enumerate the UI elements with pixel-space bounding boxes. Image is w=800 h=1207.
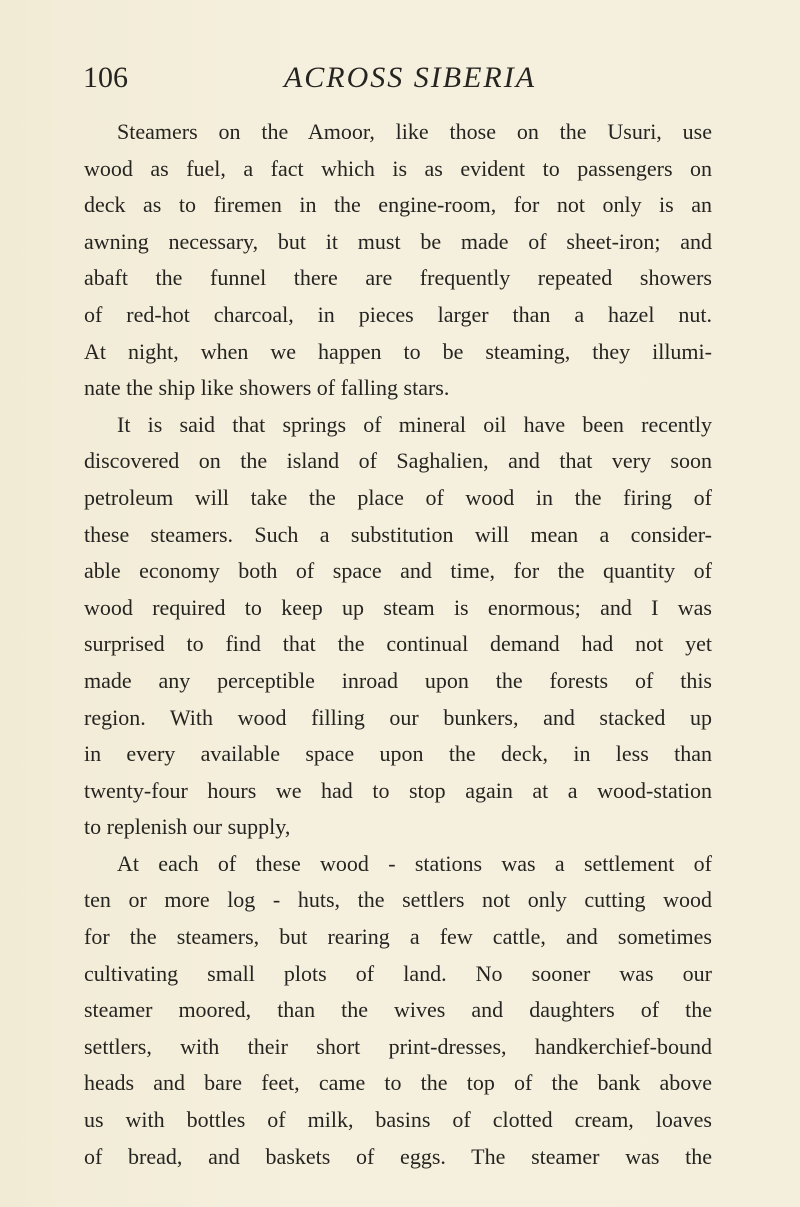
text-line: It is said that springs of mineral oil have been recently xyxy=(117,411,712,437)
text-line: in every available space upon the deck, in less than xyxy=(84,741,712,767)
text-line: twenty-four hours we had to stop again at a wood-station xyxy=(84,777,712,803)
text-line: petroleum will take the place of wood in the firing of xyxy=(84,484,712,510)
text-line: abaft the funnel there are frequently repeated showers xyxy=(84,265,712,291)
text-line: discovered on the island of Saghalien, and that very soon xyxy=(84,448,712,474)
text-line: for the steamers, but rearing a few cattle, and sometimes xyxy=(84,924,712,950)
page-number: 106 xyxy=(83,61,128,94)
text-line: settlers, with their short print-dresses, handkerchief-bound xyxy=(84,1033,712,1059)
text-line: of bread, and baskets of eggs. The steamer was the xyxy=(84,1143,712,1169)
text-line: to replenish our supply, xyxy=(84,814,291,840)
text-line: nate the ship like showers of falling stars. xyxy=(84,375,450,401)
text-line: able economy both of space and time, for the quantity of xyxy=(84,558,712,584)
text-line: of red-hot charcoal, in pieces larger than a hazel nut. xyxy=(84,301,712,327)
text-line: heads and bare feet, came to the top of the bank above xyxy=(84,1070,712,1096)
text-line: made any perceptible inroad upon the forests of this xyxy=(84,667,712,693)
text-line: At night, when we happen to be steaming, they illumi- xyxy=(84,338,712,364)
text-line: steamer moored, than the wives and daughters of the xyxy=(84,997,712,1023)
text-line: deck as to firemen in the engine-room, for not only is an xyxy=(84,192,712,218)
text-line: us with bottles of milk, basins of clotted cream, loaves xyxy=(84,1107,712,1133)
text-line: region. With wood filling our bunkers, and stacked up xyxy=(84,704,712,730)
text-line: At each of these wood - stations was a settlement of xyxy=(117,850,712,876)
text-line: ten or more log - huts, the settlers not only cutting wood xyxy=(84,887,712,913)
page-header xyxy=(83,58,737,98)
text-line: awning necessary, but it must be made of sheet-iron; and xyxy=(84,228,712,254)
text-line: cultivating small plots of land. No sooner was our xyxy=(84,960,712,986)
text-line: wood as fuel, a fact which is as evident to passengers on xyxy=(84,155,712,181)
running-title: ACROSS SIBERIA xyxy=(283,61,537,94)
text-line: surprised to find that the continual demand had not yet xyxy=(84,631,712,657)
text-line: Steamers on the Amoor, like those on the Usuri, use xyxy=(117,119,712,144)
text-line: these steamers. Such a substitution will mean a consider- xyxy=(84,521,712,547)
body-text xyxy=(84,114,712,1175)
text-line: wood required to keep up steam is enormous; and I was xyxy=(84,594,712,620)
